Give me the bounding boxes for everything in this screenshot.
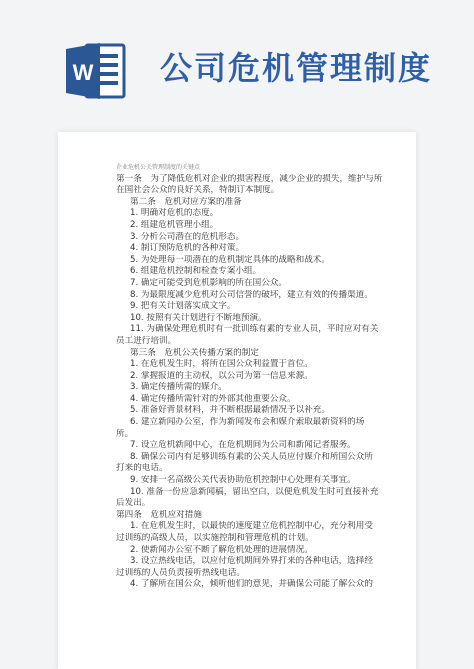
- document-line: 2. 组建危机管理小组。: [130, 219, 219, 230]
- document-line: 3. 分析公司潜在的危机形态。: [130, 231, 245, 242]
- document-line: 第二条 危机对应方案的准备: [130, 196, 242, 207]
- document-body: [58, 162, 416, 591]
- document-line: 3. 确定传播所需的媒介。: [130, 382, 227, 393]
- document-line: 8. 为最限度减少危机对公司信誉的破坏，建立有效的传播渠道。: [130, 289, 373, 300]
- document-line: 2. 使新闻办公室不断了解危机处理的进展情况。: [130, 544, 313, 555]
- document-line: 4. 制订预防危机的各种对策。: [130, 243, 245, 254]
- document-line: 1. 明确对危机的态度。: [130, 208, 219, 219]
- document-line: 后发出。: [116, 498, 151, 509]
- document-line: 9. 把有关计划落实成文字。: [130, 301, 236, 312]
- document-line: 4. 了解所在国公众，倾听他们的意见，并确保公司能了解公众的: [130, 579, 373, 590]
- document-line: 所。: [116, 428, 134, 439]
- document-line: 10. 准备一份应急新闻稿，留出空白，以便危机发生时可直接补充: [130, 486, 379, 497]
- document-line: 6. 建立新闻办公室，作为新闻发布会和媒介索取最新资料的场: [130, 417, 365, 428]
- word-document-icon: [66, 40, 126, 102]
- document-line: 7. 设立危机新闻中心，在危机期间为公司和新闻记者服务。: [130, 440, 356, 451]
- document-line: 9. 安排一名高级公关代表协助危机控制中心处理有关事宜。: [130, 475, 356, 486]
- document-line: 10. 按照有关计划进行不断地预演。: [130, 312, 267, 323]
- document-line: 5. 为处理每一项潜在的危机制定具体的战略和战术。: [130, 254, 330, 265]
- document-line: 打来的电话。: [116, 463, 168, 474]
- document-line: 5. 准备好背景材料，并不断根据最新情况予以补充。: [130, 405, 330, 416]
- document-title: 公司危机管理制度: [160, 49, 433, 87]
- document-line: 6. 组建危机控制和检查专案小组。: [130, 266, 262, 277]
- word-icon-letter: W: [72, 60, 94, 85]
- document-banner: [0, 0, 474, 110]
- document-line: 8. 确保公司内有足够训练有素的公关人员应付媒介和所国公众所: [130, 451, 373, 462]
- document-page: [58, 132, 416, 669]
- document-line: 第三条 危机公关传播方案的制定: [130, 347, 259, 358]
- document-line: 第一条 为了降低危机对企业的损害程度，减少企业的损失，维护与所: [116, 173, 383, 184]
- document-line: 7. 确定可能受到危机影响的所在国公众。: [130, 277, 288, 288]
- document-line: 员工进行培训。: [116, 335, 177, 346]
- document-line: 11. 为确保处理危机时有一批训练有素的专业人员，平时应对有关: [130, 324, 379, 335]
- document-line: 过训练的高级人员，以实施控制和管理危机的计划。: [116, 533, 314, 543]
- document-line: 第四条 危机应对措施: [116, 509, 202, 520]
- document-line: 1. 在危机发生时，以最快的速度建立危机控制中心，充分利用受: [130, 521, 373, 532]
- document-line: 3. 设立热线电话，以应付危机期间外界打来的各种电话，选择经: [130, 556, 373, 567]
- document-header-line: 企业危机公关管理制度的关键点: [116, 164, 201, 171]
- document-line: 1. 在危机发生时，将所在国公众利益置于首位。: [130, 359, 313, 370]
- document-line: 4. 确定传播所需针对的外部其他重要公众。: [130, 393, 296, 404]
- document-line: 过训练的人员负责接听热线电话。: [116, 567, 245, 578]
- document-line: 2. 掌握报道的主动权，以公司为第一信息来源。: [130, 370, 313, 381]
- document-line: 在国社会公众的良好关系，特制订本制度。: [116, 185, 280, 196]
